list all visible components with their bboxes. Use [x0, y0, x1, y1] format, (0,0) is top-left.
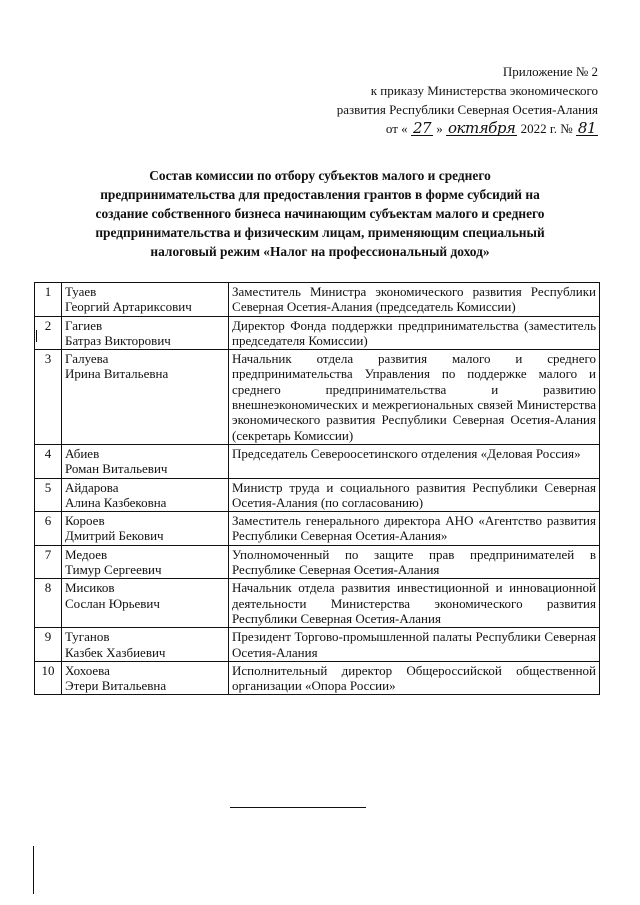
member-name — [62, 512, 229, 546]
member-name — [62, 478, 229, 512]
member-role: Исполнительный директор Общероссийской общественной организации «Опора России» — [229, 661, 600, 695]
member-given-names: Ирина Витальевна — [65, 366, 169, 382]
table-row — [35, 628, 600, 662]
row-number: 6 — [35, 512, 62, 546]
table-row — [35, 350, 600, 445]
member-name — [62, 628, 229, 662]
row-number: 7 — [35, 545, 62, 579]
member-role: Директор Фонда поддержки предпринимательства (заместитель председателя Комиссии) — [229, 316, 600, 350]
member-surname: Айдарова — [65, 479, 119, 495]
title-line-4: предпринимательства и физическим лицам, применяющим специальный — [95, 225, 545, 240]
title-line-3: создание собственного бизнеса начинающим субъектам малого и среднего — [95, 206, 545, 221]
member-name — [62, 444, 229, 478]
order-reference-line-1: к приказу Министерства экономического — [370, 83, 598, 98]
title-line-1: Состав комиссии по отбору субъектов малого и среднего — [149, 168, 491, 183]
member-given-names: Георгий Артарикcович — [65, 299, 192, 315]
title-line-2: предпринимательства для предоставления грантов в форме субсидий на — [100, 187, 540, 202]
member-given-names: Батраз Викторович — [65, 332, 171, 348]
scan-mark — [36, 330, 37, 342]
row-number: 8 — [35, 579, 62, 628]
member-surname: Короев — [65, 513, 105, 529]
member-name — [62, 350, 229, 445]
appendix-header — [268, 62, 598, 138]
member-surname: Мисиков — [65, 580, 115, 596]
document-title — [40, 166, 600, 261]
commission-members-table — [34, 282, 600, 695]
member-surname: Гагиев — [65, 317, 103, 333]
member-role: Председатель Североосетинского отделения «Деловая Россия» — [229, 444, 600, 478]
table-row — [35, 283, 600, 317]
table-row — [35, 512, 600, 546]
handwritten-day: 27 — [412, 119, 432, 137]
member-given-names: Роман Витальевич — [65, 461, 168, 477]
row-number: 1 — [35, 283, 62, 317]
row-number: 9 — [35, 628, 62, 662]
date-separator: » — [436, 121, 443, 136]
member-surname: Туаев — [65, 284, 97, 299]
order-reference-line-2: развития Республики Северная Осетия-Алания — [336, 102, 598, 117]
year-and-number-label: 2022 г. № — [520, 121, 573, 136]
member-given-names: Сослан Юрьевич — [65, 595, 160, 611]
member-given-names: Этери Витальевна — [65, 678, 167, 694]
scan-mark — [33, 846, 34, 894]
member-name — [62, 545, 229, 579]
member-given-names: Казбек Хазбиевич — [65, 644, 166, 660]
member-name — [62, 661, 229, 695]
member-given-names: Дмитрий Бекович — [65, 528, 164, 544]
appendix-number: Приложение № 2 — [502, 64, 598, 79]
table-row — [35, 545, 600, 579]
row-number: 2 — [35, 316, 62, 350]
member-given-names: Тимур Сергеевич — [65, 562, 162, 578]
date-prefix: от « — [385, 121, 408, 136]
member-role: Уполномоченный по защите прав предпринимателей в Республике Северная Осетия-Алания — [229, 545, 600, 579]
member-role: Начальник отдела развития инвестиционной и инновационной деятельности Министерства экономического развития Республики Северная Осетия-Алания — [229, 579, 600, 628]
member-role: Заместитель генерального директора АНО «Агентство развития Республики Северная Осетия-Алания» — [229, 512, 600, 546]
member-role: Президент Торгово-промышленной палаты Республики Северная Осетия-Алания — [229, 628, 600, 662]
table-row — [35, 478, 600, 512]
member-role: Начальник отдела развития малого и среднего предпринимательства Управления по поддержке малого и среднего предпринимательства и развитию внешнеэкономических и межрегиональных связей Министерства экономического развития Республики Северная Осетия-Алания (секретарь Комиссии) — [229, 350, 600, 445]
member-surname: Туганов — [65, 629, 110, 645]
member-name — [62, 579, 229, 628]
member-name — [62, 316, 229, 350]
table-row — [35, 579, 600, 628]
handwritten-order-number: 81 — [577, 119, 596, 137]
order-date-line — [268, 119, 598, 138]
member-surname: Медоев — [65, 546, 108, 562]
member-surname: Абиев — [65, 445, 100, 461]
member-given-names: Алина Казбековна — [65, 494, 167, 510]
row-number: 4 — [35, 444, 62, 478]
member-role: Министр труда и социального развития Республики Северная Осетия-Алания (по согласованию) — [229, 478, 600, 512]
member-name — [62, 283, 229, 317]
member-surname: Галуева — [65, 351, 109, 367]
row-number: 3 — [35, 350, 62, 445]
row-number: 5 — [35, 478, 62, 512]
table-row — [35, 661, 600, 695]
member-surname: Хохоева — [65, 662, 110, 678]
row-number: 10 — [35, 661, 62, 695]
title-line-5: налоговый режим «Налог на профессиональный доход» — [150, 244, 490, 259]
table-row — [35, 444, 600, 478]
closing-rule — [230, 807, 366, 808]
member-role: Заместитель Министра экономического развития Республики Северная Осетия-Алания (председатель Комиссии) — [229, 283, 600, 317]
table-row — [35, 316, 600, 350]
handwritten-month: октября — [448, 119, 516, 137]
